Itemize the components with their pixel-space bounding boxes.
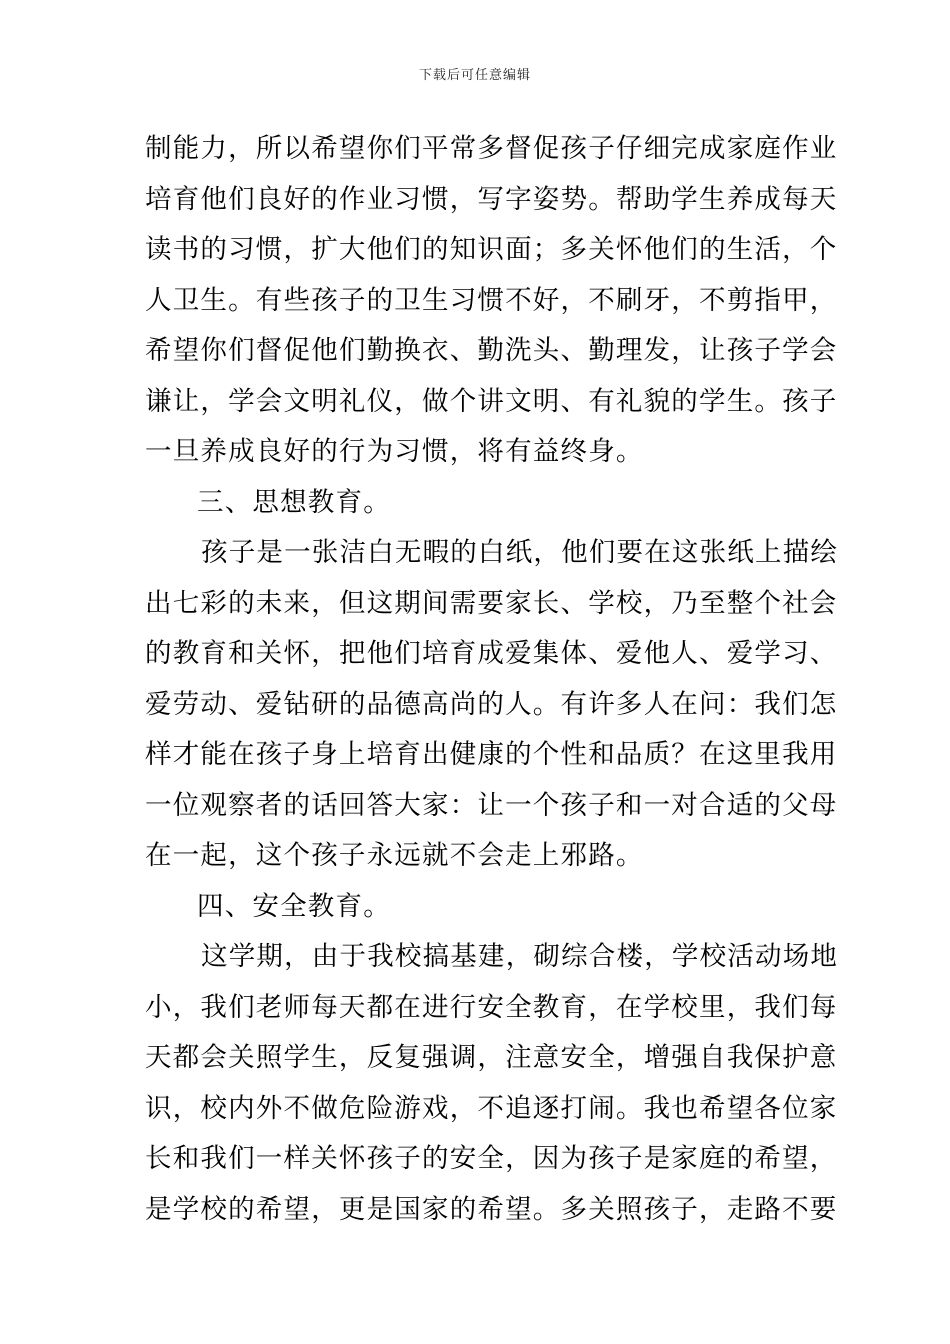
- section-heading: 四、安全教育。: [197, 890, 391, 922]
- text-line: 天都会关照学生，反复强调，注意安全，增强自我保护意: [145, 1042, 838, 1073]
- text-line: 人卫生。有些孩子的卫生习惯不好，不刷牙，不剪指甲，: [145, 284, 838, 316]
- text-line: 培育他们良好的作业习惯，写字姿势。帮助学生养成每天: [145, 183, 838, 215]
- text-line: 的教育和关怀，把他们培育成爱集体、爱他人、爱学习、: [145, 638, 838, 669]
- text-line: 一位观察者的话回答大家：让一个孩子和一对合适的父母: [145, 789, 838, 821]
- text-line: 这学期，由于我校搞基建，砌综合楼，学校活动场地: [201, 941, 839, 972]
- text-line: 出七彩的未来，但这期间需要家长、学校，乃至整个社会: [145, 587, 838, 619]
- text-line: 样才能在孩子身上培育出健康的个性和品质？在这里我用: [145, 739, 838, 770]
- text-line: 长和我们一样关怀孩子的安全，因为孩子是家庭的希望，: [145, 1143, 838, 1174]
- text-line: 在一起，这个孩子永远就不会走上邪路。: [145, 840, 644, 871]
- text-line: 识，校内外不做危险游戏，不追逐打闹。我也希望各位家: [145, 1092, 838, 1124]
- section-heading: 三、思想教育。: [197, 486, 391, 518]
- text-line: 是学校的希望，更是国家的希望。多关照孩子，走路不要: [145, 1193, 838, 1225]
- text-line: 小，我们老师每天都在进行安全教育，在学校里，我们每: [145, 991, 838, 1023]
- text-line: 谦让，学会文明礼仪，做个讲文明、有礼貌的学生。孩子: [145, 385, 838, 417]
- text-line: 孩子是一张洁白无暇的白纸，他们要在这张纸上描绘: [201, 537, 839, 568]
- text-line: 一旦养成良好的行为习惯，将有益终身。: [145, 436, 644, 467]
- text-line: 制能力，所以希望你们平常多督促孩子仔细完成家庭作业: [145, 133, 838, 164]
- page-header: 下载后可任意编辑: [418, 68, 531, 83]
- document-body: [145, 124, 839, 1235]
- text-line: 读书的习惯，扩大他们的知识面；多关怀他们的生活，个: [145, 234, 838, 265]
- text-line: 爱劳动、爱钻研的品德高尚的人。有许多人在问：我们怎: [145, 688, 838, 720]
- text-line: 希望你们督促他们勤换衣、勤洗头、勤理发，让孩子学会: [145, 335, 838, 366]
